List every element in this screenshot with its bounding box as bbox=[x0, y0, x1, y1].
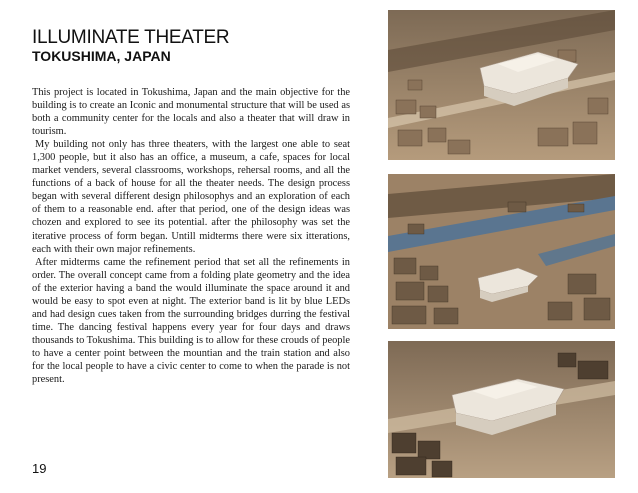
site-model-photo-aerial bbox=[388, 10, 615, 160]
page-title: ILLUMINATE THEATER bbox=[32, 27, 230, 48]
body-text bbox=[32, 86, 350, 386]
body-paragraph-2: My building not only has three theaters, with the largest one able to seat 1,300 people, but it also has an office, a museum, a cafe, spaces for local market venders, several classrooms, workshops, rehersal rooms, and all the functions of a back of house for all the theater needs. The design process began with several different design philosophys and an exploration of each of them to a reasonable end. after that period, one of the design ideas was chozen and explored to see its potential. after the philosophy was set the iterative process of form began. Untill midterms there were six itterations, each with their own major refinements. bbox=[32, 139, 350, 255]
site-model-photo-river bbox=[388, 174, 615, 329]
page-number: 19 bbox=[32, 461, 47, 476]
body-paragraph-1: This project is located in Tokushima, Japan and the main objective for the building is to create an Iconic and monumental structure that will be used as both a community center for the locals and also a theater that will draw in tourism. bbox=[32, 87, 350, 138]
page-subtitle: TOKUSHIMA, JAPAN bbox=[32, 48, 171, 64]
body-paragraph-3: After midterms came the refinement period that set all the refinements in order. The overall concept came from a folding plate geometry and the idea of the exterior having a band the would illuminate the space around it and would be easy to spot even at night. The exterior band is lit by blue LEDs and had design cues taken from the surrounding bridges durring the festival time. The dancing festival happens every year for four days and draws thousands to Tokushima. This building is to allow for these crouds of people to have a center point between the mountian and the train station and also for the local people to have a civic center to come to when the parade is not present. bbox=[32, 256, 350, 386]
site-model-photo-closeup bbox=[388, 341, 615, 478]
